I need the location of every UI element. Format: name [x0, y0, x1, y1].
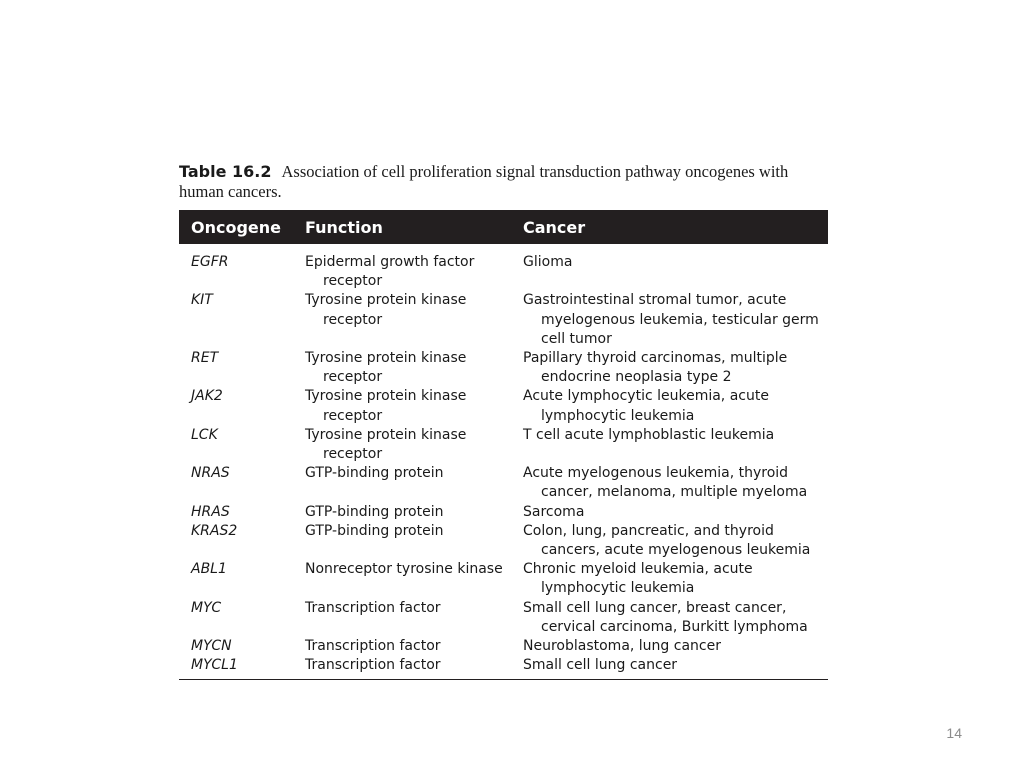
- table-row: [179, 387, 828, 425]
- function-cell: [305, 387, 523, 425]
- table-row: [179, 637, 828, 656]
- function-cell: [305, 503, 523, 522]
- cancer-cell: [523, 464, 828, 502]
- cancer-cell: [523, 426, 828, 464]
- table-label: Table 16.2: [179, 162, 272, 181]
- oncogene-cell: MYCN: [191, 638, 232, 655]
- table-row: [179, 656, 828, 680]
- function-text: GTP-binding protein: [305, 522, 444, 539]
- cancer-text: T cell acute lymphoblastic leukemia: [523, 426, 775, 443]
- function-text: Tyrosine protein kinase receptor: [305, 292, 467, 328]
- function-cell: [305, 637, 523, 656]
- oncogene-cell: NRAS: [191, 465, 230, 482]
- cancer-text: Small cell lung cancer: [523, 657, 678, 674]
- function-text: GTP-binding protein: [305, 465, 444, 482]
- function-cell: [305, 599, 523, 637]
- cancer-text: Acute myelogenous leukemia, thyroid cancer, melanoma, multiple myeloma: [523, 465, 808, 501]
- function-text: Tyrosine protein kinase receptor: [305, 388, 467, 424]
- oncogene-cell: ABL1: [191, 561, 227, 578]
- cancer-cell: [523, 656, 828, 680]
- oncogene-cell: EGFR: [191, 254, 229, 270]
- cancer-cell: [523, 522, 828, 560]
- function-text: Nonreceptor tyrosine kinase: [305, 561, 503, 578]
- function-cell: [305, 349, 523, 387]
- oncogene-cell: KIT: [191, 292, 213, 309]
- function-cell: [305, 656, 523, 680]
- oncogene-cell: MYCL1: [179, 656, 305, 680]
- cancer-text: Acute lymphocytic leukemia, acute lymphocytic leukemia: [523, 388, 769, 424]
- table-row: [179, 560, 828, 598]
- table-figure: [179, 162, 828, 680]
- function-text: Tyrosine protein kinase receptor: [305, 426, 467, 463]
- cancer-cell: [523, 349, 828, 387]
- table-row: [179, 291, 828, 349]
- function-text: Transcription factor: [305, 657, 441, 674]
- cancer-text: Chronic myeloid leukemia, acute lymphocytic leukemia: [523, 561, 753, 597]
- cancer-text: Glioma: [523, 254, 573, 270]
- oncogene-cell: JAK2: [191, 388, 223, 405]
- cancer-cell: [523, 387, 828, 425]
- function-cell: [305, 291, 523, 349]
- table-row: [179, 349, 828, 387]
- function-cell: [305, 522, 523, 560]
- page-number: 14: [946, 725, 962, 741]
- cancer-cell: [523, 503, 828, 522]
- function-cell: [305, 244, 523, 291]
- table-row: [179, 599, 828, 637]
- cancer-text: Gastrointestinal stromal tumor, acute myelogenous leukemia, testicular germ cell tumor: [523, 292, 819, 347]
- table-row: [179, 244, 828, 291]
- table-body: [179, 244, 828, 680]
- function-cell: [305, 426, 523, 464]
- function-cell: [305, 560, 523, 598]
- cancer-text: Sarcoma: [523, 503, 585, 520]
- function-text: GTP-binding protein: [305, 503, 444, 520]
- table-row: [179, 522, 828, 560]
- cancer-cell: [523, 244, 828, 291]
- oncogene-table: [179, 210, 828, 680]
- oncogene-cell: KRAS2: [191, 522, 238, 539]
- cancer-cell: [523, 599, 828, 637]
- header-function: Function: [305, 217, 383, 237]
- table-row: [179, 426, 828, 464]
- oncogene-cell: RET: [191, 350, 219, 367]
- function-text: Tyrosine protein kinase receptor: [305, 350, 467, 386]
- table-caption: [179, 162, 828, 202]
- cancer-text: Papillary thyroid carcinomas, multiple endocrine neoplasia type 2: [523, 350, 788, 386]
- header-cancer: Cancer: [523, 217, 586, 237]
- function-cell: [305, 464, 523, 502]
- function-text: Transcription factor: [305, 599, 441, 616]
- cancer-text: Colon, lung, pancreatic, and thyroid cancers, acute myelogenous leukemia: [523, 522, 811, 559]
- table-row: [179, 464, 828, 502]
- header-oncogene: Oncogene: [191, 217, 282, 237]
- cancer-text: Neuroblastoma, lung cancer: [523, 638, 721, 655]
- function-text: Transcription factor: [305, 638, 441, 655]
- table-header-row: [179, 210, 828, 244]
- cancer-cell: [523, 560, 828, 598]
- oncogene-cell: HRAS: [191, 503, 230, 520]
- function-text: Epidermal growth factor receptor: [305, 254, 475, 290]
- table-caption-text: Association of cell proliferation signal transduction pathway oncogenes with human cancers.: [179, 162, 789, 201]
- cancer-cell: [523, 291, 828, 349]
- oncogene-cell: MYC: [191, 599, 222, 616]
- table-row: [179, 503, 828, 522]
- cancer-cell: [523, 637, 828, 656]
- oncogene-cell: LCK: [191, 426, 218, 443]
- cancer-text: Small cell lung cancer, breast cancer, cervical carcinoma, Burkitt lymphoma: [523, 599, 808, 635]
